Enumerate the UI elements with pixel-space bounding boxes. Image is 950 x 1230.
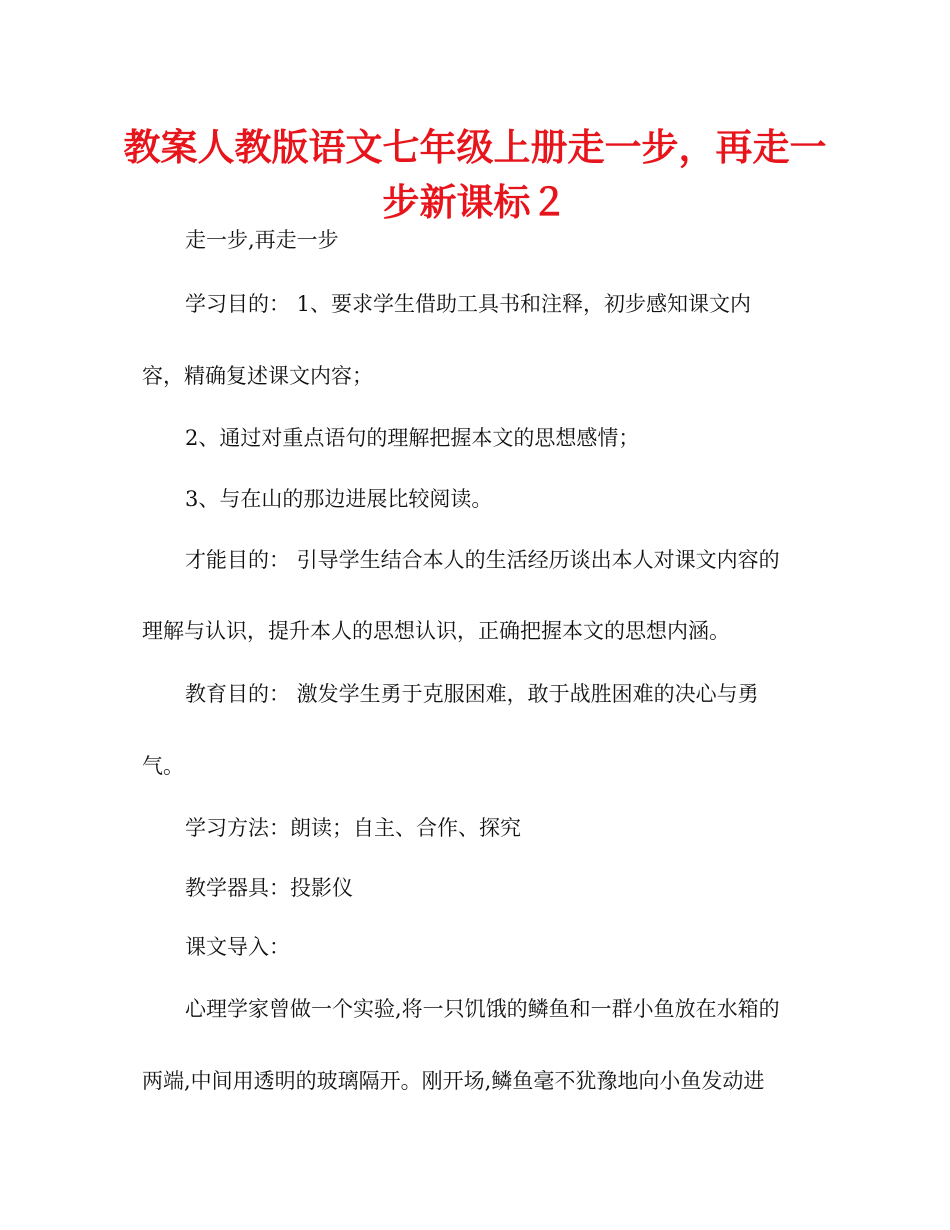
text-line-goal-3: 3、与在山的那边进展比较阅读。 — [185, 487, 493, 511]
text-line-study-goals: 学习目的： 1、要求学生借助工具书和注释，初步感知课文内 — [185, 292, 752, 316]
text-line-ability-goals: 才能目的： 引导学生结合本人的生活经历谈出本人对课文内容的 — [185, 548, 780, 572]
text-line-experiment-cont: 两端,中间用透明的玻璃隔开。刚开场,鳞鱼毫不犹豫地向小鱼发动进 — [142, 1069, 765, 1093]
text-line-education-goals-cont: 气。 — [142, 754, 184, 778]
text-line-ability-goals-cont: 理解与认识，提升本人的思想认识，正确把握本文的思想内涵。 — [142, 619, 730, 643]
text-line-study-goals-cont: 容，精确复述课文内容； — [142, 364, 373, 388]
text-line-lesson-title: 走一步,再走一步 — [185, 228, 339, 252]
text-line-goal-2: 2、通过对重点语句的理解把握本文的思想感情； — [185, 426, 640, 450]
text-line-experiment: 心理学家曾做一个实验,将一只饥饿的鳞鱼和一群小鱼放在水箱的 — [185, 997, 780, 1021]
document-title: 教案人教版语文七年级上册走一步，再走一步新课标２ — [123, 126, 827, 224]
text-line-education-goals: 教育目的： 激发学生勇于克服困难，敢于战胜困难的决心与勇 — [185, 682, 759, 706]
text-line-study-methods: 学习方法：朗读；自主、合作、探究 — [185, 816, 521, 840]
text-line-introduction: 课文导入： — [185, 935, 290, 959]
text-line-teaching-tools: 教学器具：投影仪 — [185, 876, 353, 900]
